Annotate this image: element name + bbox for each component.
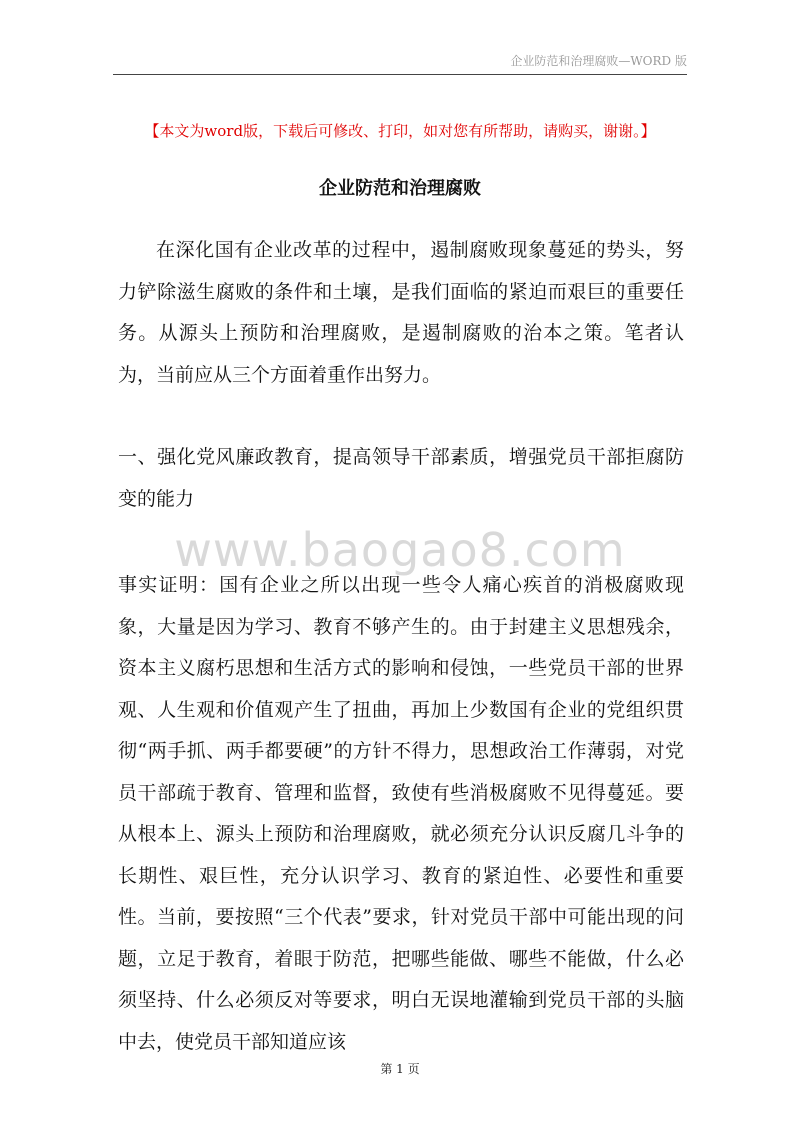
header-divider [113,74,687,75]
running-header: 企业防范和治理腐败—WORD 版 [510,54,687,68]
page-number: 第 1 页 [380,1062,420,1076]
watermark: www.baogao8.com [174,523,626,577]
document-title: 企业防范和治理腐败 [319,178,481,199]
paragraph-intro: 在深化国有企业改革的过程中，遏制腐败现象蔓延的势头，努力铲除滋生腐败的条件和土壤，是我们面临的紧迫而艰巨的重要任务。从源头上预防和治理腐败，是遏制腐败的治本之策。笔者认为，当前应从三个方面着重作出努力。 [118,239,684,386]
section-heading-1: 一、强化党风廉政教育，提高领导干部素质，增强党员干部拒腐防变的能力 [118,446,684,510]
paragraph-body: 事实证明：国有企业之所以出现一些令人痛心疾首的消极腐败现象，大量是因为学习、教育不够产生的。由于封建主义思想残余，资本主义腐朽思想和生活方式的影响和侵蚀，一些党员干部的世界观、人生观和价值观产生了扭曲，再加上少数国有企业的党组织贯彻“两手抓、两手都要硬”的方针不得力，思想政治工作薄弱，对党员干部疏于教育、管理和监督，致使有些消极腐败不见得蔓延。要从根本上、源头上预防和治理腐败，就必须充分认识反腐几斗争的长期性、艰巨性，充分认识学习、教育的紧迫性、必要性和重要性。当前，要按照“三个代表”要求，针对党员干部中可能出现的问题，立足于教育，着眼于防范，把哪些能做、哪些不能做，什么必须坚持、什么必须反对等要求，明白无误地灌输到党员干部的头脑中去，使党员干部知道应该 [118,574,684,1053]
download-notice: 【本文为word版，下载后可修改、打印，如对您有所帮助，请购买，谢谢。】 [144,122,656,140]
